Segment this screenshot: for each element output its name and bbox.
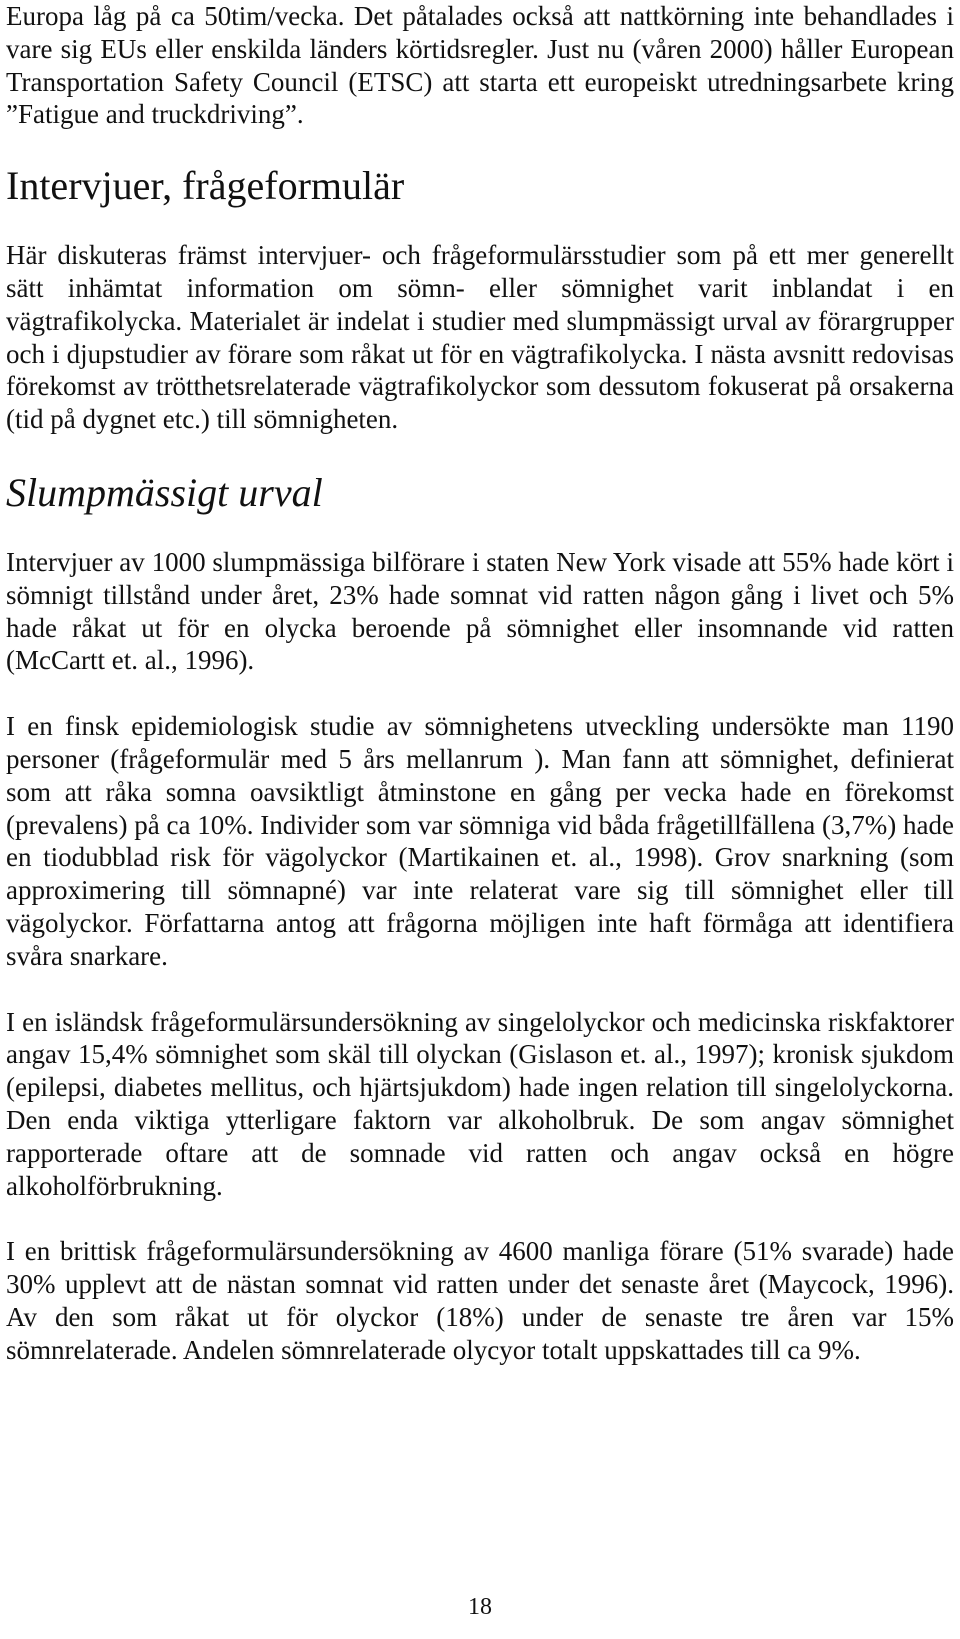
subsection-heading-random-sample: Slumpmässigt urval xyxy=(6,469,323,515)
paragraph-icelandic-study: I en isländsk frågeformulärsundersökning av singelolyckor och medicinska riskfaktorer angav 15,4% sömnighet som skäl till olyckan (Gislason et. al., 1997); kronisk sjukdom (epilepsi, diabetes mellitus, och hjärtsjukdom) hade ingen relation till singelolyckorna. Den enda viktiga ytterligare faktorn var alkoholbruk. De som angav sömnighet rapporterade oftare att de somnade vid ratten och angav också en högre alkoholförbrukning. xyxy=(6,1006,954,1201)
document-page xyxy=(6,0,954,1367)
paragraph-finnish-study: I en finsk epidemiologisk studie av sömnighetens utveckling undersökte man 1190 personer (frågeformulär med 5 års mellanrum ). Man fann att sömnighet, definierat som att råka somna oavsiktligt åtminstone en gång per vecka hade en förekomst (prevalens) på ca 10%. Individer som var sömniga vid båda frågetillfällena (3,7%) hade en tiodubblad risk för vägolyckor (Martikainen et. al., 1998). Grov snarkning (som approximering till sömnapné) var inte relaterat vare sig till sömnighet eller till vägolyckor. Författarna antog att frågorna möjligen inte haft förmåga att identifiera svåra snarkare. xyxy=(6,711,954,971)
paragraph-interviews-overview: Här diskuteras främst intervjuer- och frågeformulärsstudier som på ett mer generellt sätt inhämtat information om sömn- eller sömnighet varit inblandat i en vägtrafikolycka. Materialet är indelat i studier med slumpmässigt urval av förargrupper och i djupstudier av förare som råkat ut för en vägtrafikolycka. I nästa avsnitt redovisas förekomst av trötthetsrelaterade vägtrafikolyckor som dessutom fokuserat på orsakerna (tid på dygnet etc.) till sömnigheten. xyxy=(6,240,954,435)
intro-paragraph: Europa låg på ca 50tim/vecka. Det påtalades också att nattkörning inte behandlades i vare sig EUs eller enskilda länders körtidsregler. Just nu (våren 2000) håller European Transportation Safety Council (ETSC) att starta ett europeiskt utredningsarbete kring ”Fatigue and truckdriving”. xyxy=(6,1,954,130)
page-number: 18 xyxy=(468,1594,492,1620)
section-heading-interviews: Intervjuer, frågeformulär xyxy=(6,163,405,209)
paragraph-new-york-study: Intervjuer av 1000 slumpmässiga bilförare i staten New York visade att 55% hade kört i sömnigt tillstånd under året, 23% hade somnat vid ratten någon gång i livet och 5% hade råkat ut för en olycka beroende på sömnighet eller insomnande vid ratten (McCartt et. al., 1996). xyxy=(6,546,954,676)
paragraph-british-study: I en brittisk frågeformulärsundersökning av 4600 manliga förare (51% svarade) hade 30% upplevt att de nästan somnat vid ratten under det senaste året (Maycock, 1996). Av den som råkat ut för olyckor (18%) under de senaste tre åren var 15% sömnrelaterade. Andelen sömnrelaterade olycyor totalt uppskattades till ca 9%. xyxy=(6,1236,954,1365)
